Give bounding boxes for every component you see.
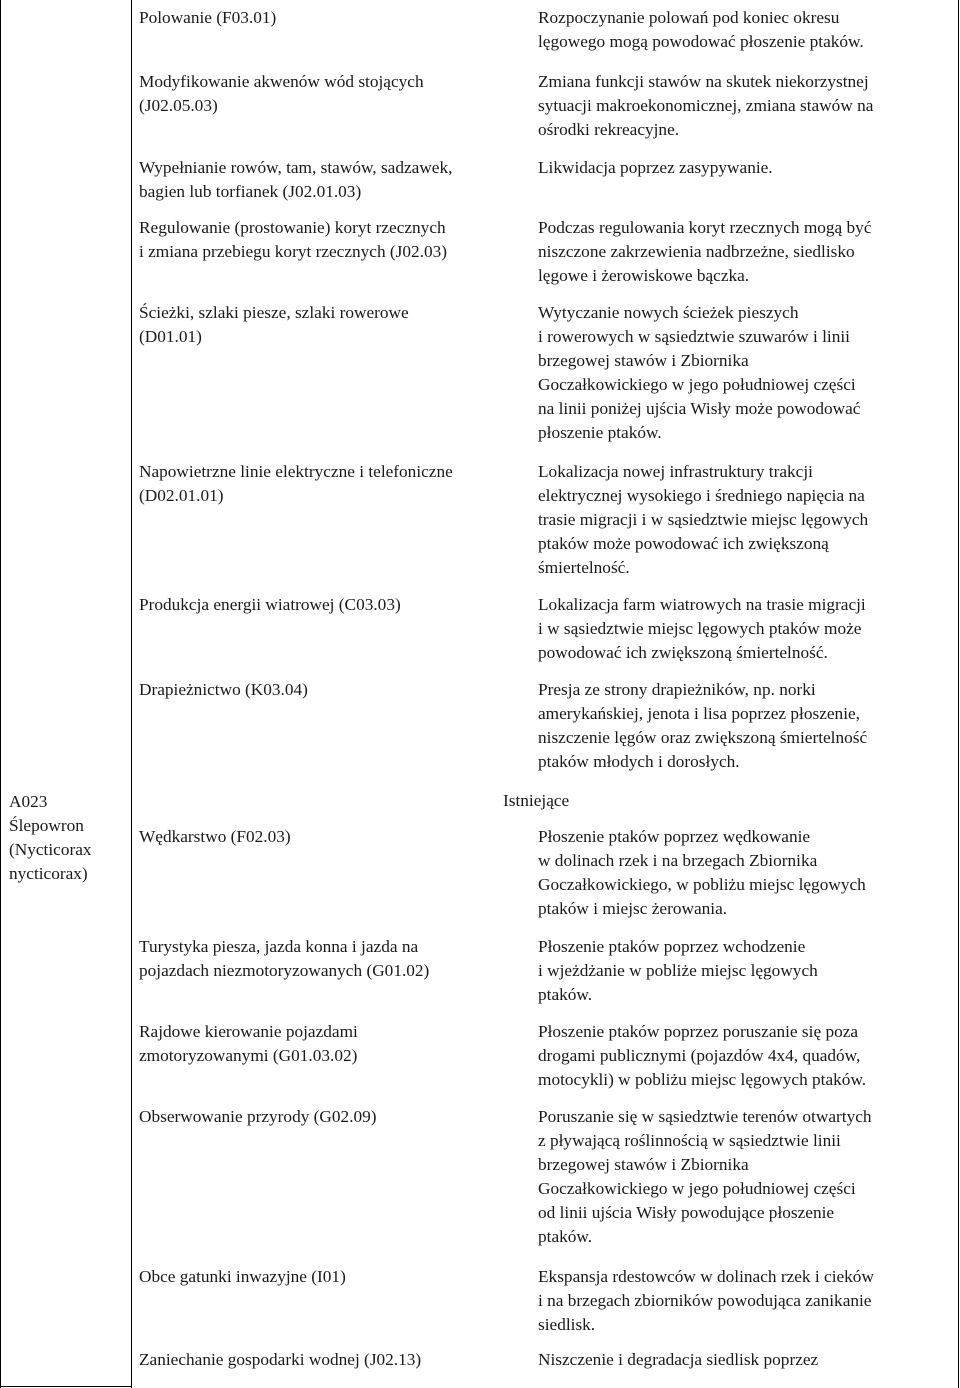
threat-description-line: niszczenie lęgów oraz zwiększoną śmiertelność: [538, 728, 868, 747]
threat-name-line: zmotoryzowanymi (G01.03.02): [139, 1046, 358, 1065]
threat-description-line: Poruszanie się w sąsiedztwie terenów otwartych: [538, 1107, 872, 1126]
threat-description-line: Goczałkowickiego w jego południowej części: [538, 1179, 856, 1198]
threat-description-line: Płoszenie ptaków poprzez wchodzenie: [538, 937, 806, 956]
column-divider: [131, 0, 132, 1388]
threat-description-line: Likwidacja poprzez zasypywanie.: [538, 158, 773, 177]
threat-description-line: Płoszenie ptaków poprzez poruszanie się poza: [538, 1022, 859, 1041]
species-latin-name: (Nycticorax: [9, 840, 92, 859]
threat-description-line: Niszczenie i degradacja siedlisk poprzez: [538, 1350, 819, 1369]
threat-description-line: i w sąsiedztwie miejsc lęgowych ptaków może: [538, 619, 862, 638]
threat-description-line: Rozpoczynanie polowań pod koniec okresu: [538, 8, 840, 27]
threat-name: [139, 825, 291, 849]
threat-name: [139, 70, 424, 118]
threat-description-line: Presja ze strony drapieżników, np. norki: [538, 680, 816, 699]
threat-description-line: elektrycznej wysokiego i średniego napięcia na: [538, 486, 865, 505]
threat-description-line: Podczas regulowania koryt rzecznych mogą być: [538, 218, 872, 237]
threat-description: [538, 460, 868, 580]
threat-name: [139, 1348, 421, 1372]
threat-description-line: ptaków i miejsc żerowania.: [538, 899, 728, 918]
threat-name-line: (D02.01.01): [139, 486, 224, 505]
threat-name-line: Produkcja energii wiatrowej (C03.03): [139, 595, 401, 614]
threat-description: [538, 70, 873, 142]
threat-description: [538, 1348, 818, 1372]
threat-description-line: i na brzegach zbiorników powodująca zanikanie: [538, 1291, 872, 1310]
threat-name: [139, 460, 453, 508]
threat-description-line: siedlisk.: [538, 1315, 596, 1334]
threat-description-line: i rowerowych w sąsiedztwie szuwarów i linii: [538, 327, 850, 346]
species-cell-bottom-border: [0, 1386, 132, 1387]
threat-description-line: brzegowej stawów i Zbiornika: [538, 351, 749, 370]
threat-description-line: Goczałkowickiego w jego południowej części: [538, 375, 856, 394]
threat-description: [538, 156, 773, 180]
threat-description: [538, 301, 860, 445]
threat-name-line: Wypełnianie rowów, tam, stawów, sadzawek,: [139, 158, 453, 177]
threat-description-line: Ekspansja rdestowców w dolinach rzek i cieków: [538, 1267, 874, 1286]
threat-description-line: amerykańskiej, jenota i lisa poprzez płoszenie,: [538, 704, 860, 723]
threat-description-line: Lokalizacja nowej infrastruktury trakcji: [538, 462, 813, 481]
threat-description-line: ptaków.: [538, 985, 593, 1004]
threat-description-line: trasie migracji i w sąsiedztwie miejsc lęgowych: [538, 510, 869, 529]
status-cell: Istniejące: [503, 791, 570, 810]
threat-description-line: ptaków.: [538, 1227, 593, 1246]
threat-description: [538, 6, 864, 54]
threat-name-line: bagien lub torfianek (J02.01.03): [139, 182, 362, 201]
threat-name-line: Obserwowanie przyrody (G02.09): [139, 1107, 377, 1126]
threat-description-line: drogami publicznymi (pojazdów 4x4, quadów,: [538, 1046, 861, 1065]
threat-name-line: Ścieżki, szlaki piesze, szlaki rowerowe: [139, 303, 409, 322]
threat-name: [139, 593, 401, 617]
threat-description: [538, 935, 818, 1007]
threat-name: [139, 301, 409, 349]
threat-name-line: Modyfikowanie akwenów wód stojących: [139, 72, 424, 91]
threat-description-line: Wytyczanie nowych ścieżek pieszych: [538, 303, 799, 322]
threat-description-line: i wjeżdżanie w pobliże miejsc lęgowych: [538, 961, 818, 980]
threat-description-line: Lokalizacja farm wiatrowych na trasie migracji: [538, 595, 866, 614]
threat-description-line: z pływającą roślinnością w sąsiedztwie linii: [538, 1131, 841, 1150]
threat-description-line: lęgowe i żerowiskowe bączka.: [538, 266, 750, 285]
threat-name-line: Turystyka piesza, jazda konna i jazda na: [139, 937, 419, 956]
threat-description: [538, 825, 866, 921]
threat-name-line: pojazdach niezmotoryzowanych (G01.02): [139, 961, 430, 980]
threat-description: [538, 678, 867, 774]
threat-description-line: Goczałkowickiego, w pobliżu miejsc lęgowych: [538, 875, 866, 894]
species-latin-name: nycticorax): [9, 864, 88, 883]
threat-name-line: i zmiana przebiegu koryt rzecznych (J02.03): [139, 242, 448, 261]
table-border-right: [958, 0, 959, 1388]
threat-description-line: od linii ujścia Wisły powodujące płoszenie: [538, 1203, 835, 1222]
threat-description-line: ptaków może powodować ich zwiększoną: [538, 534, 829, 553]
threat-name-line: Wędkarstwo (F02.03): [139, 827, 291, 846]
threat-description: [538, 216, 872, 288]
threat-description-line: brzegowej stawów i Zbiornika: [538, 1155, 749, 1174]
threat-description-line: niszczone zakrzewienia nadbrzeżne, siedlisko: [538, 242, 855, 261]
threat-name-line: Drapieżnictwo (K03.04): [139, 680, 308, 699]
threat-name-line: Polowanie (F03.01): [139, 8, 277, 27]
species-code: A023: [9, 792, 48, 811]
threat-name: [139, 216, 447, 264]
threat-name-line: (J02.05.03): [139, 96, 218, 115]
threat-name: [139, 6, 276, 30]
threat-description: [538, 1265, 874, 1337]
threat-name-line: (D01.01): [139, 327, 202, 346]
threat-description-line: sytuacji makroekonomicznej, zmiana stawów na: [538, 96, 874, 115]
threat-description-line: w dolinach rzek i na brzegach Zbiornika: [538, 851, 818, 870]
threat-name: [139, 1105, 377, 1129]
threat-name: [139, 935, 429, 983]
threat-name: [139, 1265, 346, 1289]
threat-description: [538, 1105, 872, 1249]
threat-name-line: Rajdowe kierowanie pojazdami: [139, 1022, 358, 1041]
threat-name: [139, 1020, 358, 1068]
threat-description-line: ptaków młodych i dorosłych.: [538, 752, 740, 771]
threat-description-line: powodować ich zwiększoną śmiertelność.: [538, 643, 828, 662]
threat-description-line: motocykli) w pobliżu miejsc lęgowych ptaków.: [538, 1070, 867, 1089]
threat-name-line: Napowietrzne linie elektryczne i telefoniczne: [139, 462, 453, 481]
threat-description-line: Płoszenie ptaków poprzez wędkowanie: [538, 827, 811, 846]
threat-description-line: na linii poniżej ujścia Wisły może powodować: [538, 399, 861, 418]
threat-description: [538, 1020, 866, 1092]
threat-description-line: ośrodki rekreacyjne.: [538, 120, 680, 139]
species-name: Ślepowron: [9, 816, 84, 835]
threat-name: [139, 156, 452, 204]
threat-name-line: Obce gatunki inwazyjne (I01): [139, 1267, 346, 1286]
threat-description-line: Zmiana funkcji stawów na skutek niekorzystnej: [538, 72, 869, 91]
threat-description-line: płoszenie ptaków.: [538, 423, 662, 442]
threat-name: [139, 678, 308, 702]
threat-description-line: śmiertelność.: [538, 558, 630, 577]
threat-name-line: Zaniechanie gospodarki wodnej (J02.13): [139, 1350, 422, 1369]
species-cell: [9, 790, 92, 886]
threat-description-line: lęgowego mogą powodować płoszenie ptaków.: [538, 32, 864, 51]
threat-description: [538, 593, 866, 665]
table-border-left: [0, 0, 1, 1388]
threat-name-line: Regulowanie (prostowanie) koryt rzecznych: [139, 218, 446, 237]
